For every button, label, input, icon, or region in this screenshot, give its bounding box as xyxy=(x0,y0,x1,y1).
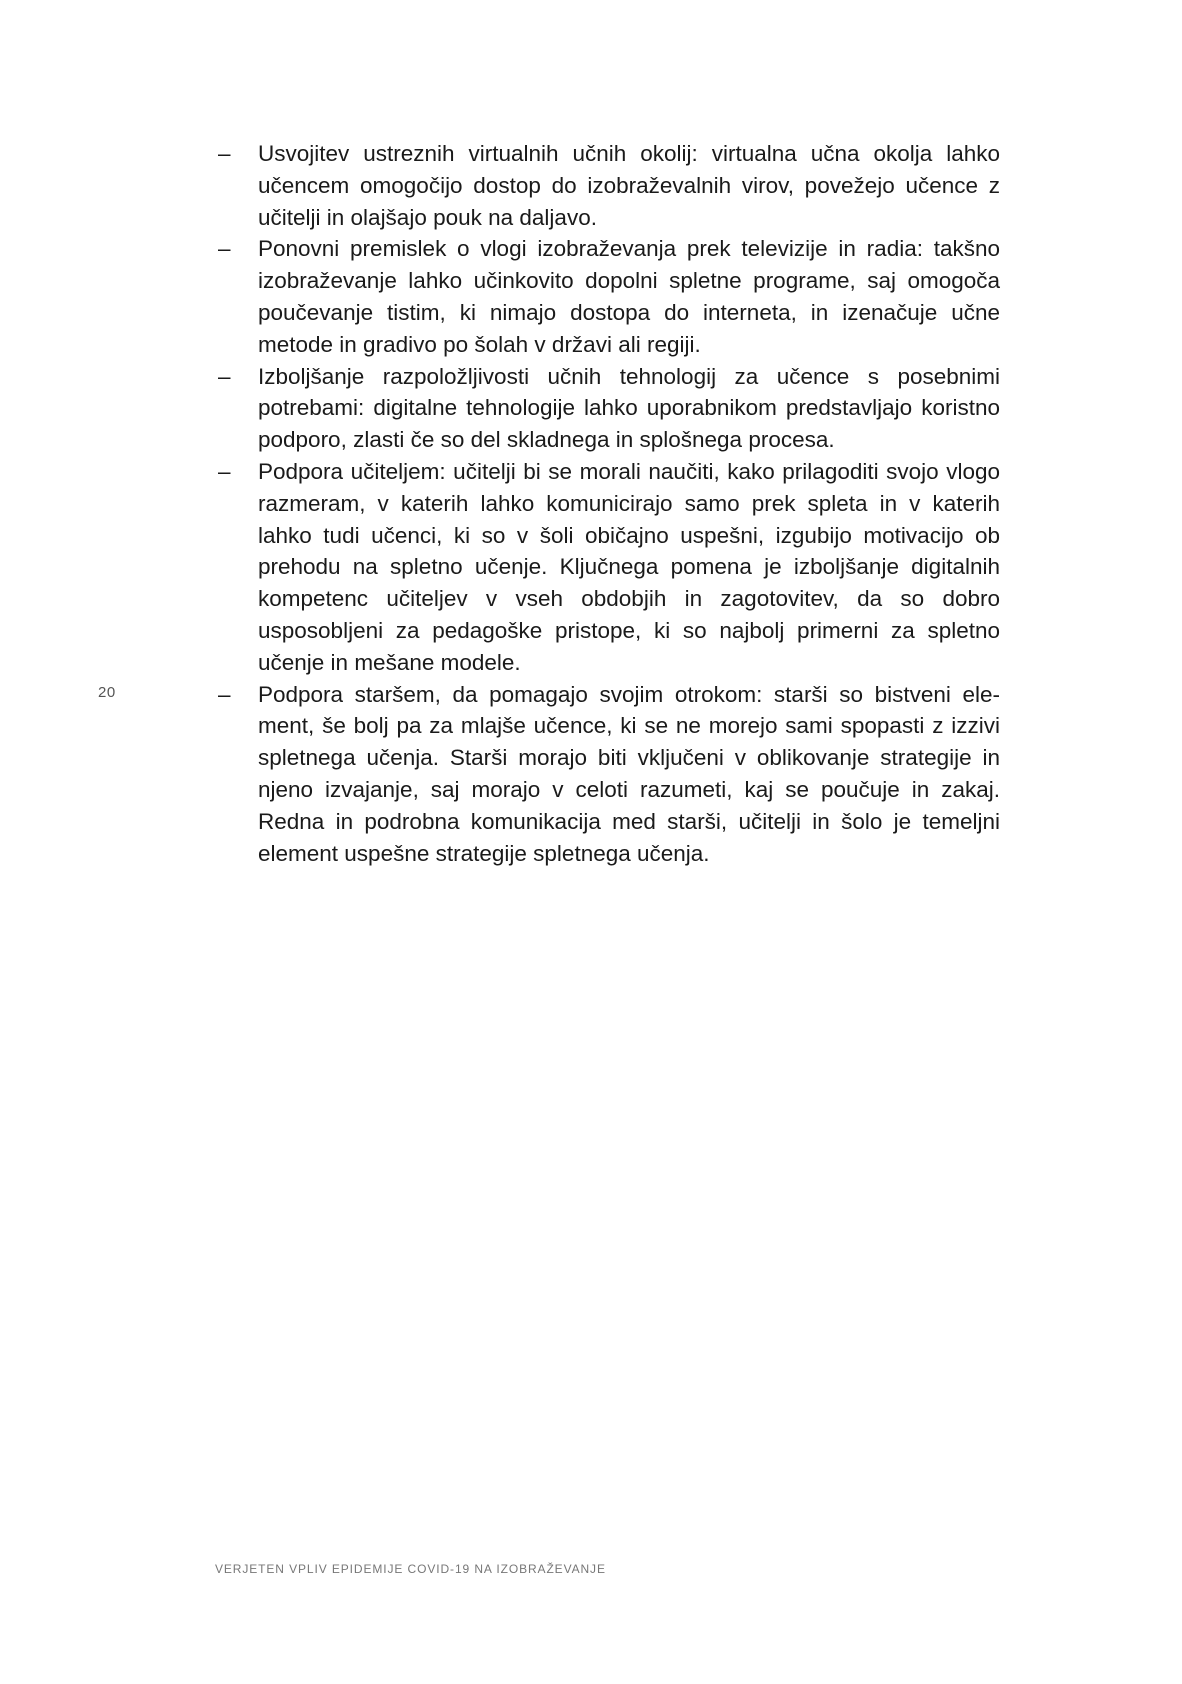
list-item xyxy=(218,361,1000,456)
running-footer: VERJETEN VPLIV EPIDEMIJE COVID-19 NA IZOBRAŽEVANJE xyxy=(215,1562,606,1576)
list-item-text: Podpora staršem, da pomagajo svojim otrokom: starši so bistveni element, še bolj pa za mlajše učence, ki se ne morejo sami spopasti z izzivi spletnega učenja. Starši morajo biti vključeni v oblikovanje strategije in njeno izvajanje, saj morajo v celoti razumeti, kaj se poučuje in zakaj. Redna in podrobna komunikacija med starši, učitelji in šolo je temeljni element uspešne strategije spletnega učenja. xyxy=(258,681,1000,866)
list-item-text: Usvojitev ustreznih virtualnih učnih okolij: virtualna učna okolja lahko učencem omogočijo dostop do izobraževalnih virov, povežejo učence z učitelji in olajšajo pouk na daljavo. xyxy=(258,141,1000,230)
list-item xyxy=(218,138,1000,233)
page-number: 20 xyxy=(98,684,116,701)
list-item-text: Podpora učiteljem: učitelji bi se morali naučiti, kako prilagoditi svojo vlogo razmeram, v katerih lahko komunicirajo samo prek spleta in v katerih lahko tudi učenci, ki so v šoli običajno uspešni, izgubijo motivacijo ob prehodu na spletno učenje. Ključnega pomena je izboljšanje digitalnih kompetenc učiteljev v vseh obdobjih in zagotovitev, da so dobro usposobljeni za pedagoške pristope, ki so najbolj primerni za spletno učenje in mešane modele. xyxy=(258,458,1000,675)
dash-bullet-icon: – xyxy=(218,141,231,166)
dash-bullet-icon: – xyxy=(218,458,231,484)
dash-bullet-icon: – xyxy=(218,681,231,707)
list-item xyxy=(218,456,1000,679)
list-item xyxy=(218,679,1000,870)
bullet-list xyxy=(218,138,1000,869)
list-item-text: Ponovni premislek o vlogi izobraževanja prek televizije in radia: takšno izobraževanje lahko učinkovito dopolni spletne programe, saj omogoča poučevanje tistim, ki nimajo dostopa do interneta, in izenačuje učne metode in gradivo po šolah v državi ali regiji. xyxy=(258,236,1000,357)
list-item xyxy=(218,233,1000,360)
dash-bullet-icon: – xyxy=(218,363,231,389)
list-item-text: Izboljšanje razpoložljivosti učnih tehnologij za učence s posebnimi potrebami: digitalne tehnologije lahko uporabnikom predstavljajo koristno podporo, zlasti če so del skladnega in splošnega procesa. xyxy=(258,363,1000,453)
dash-bullet-icon: – xyxy=(218,236,231,262)
